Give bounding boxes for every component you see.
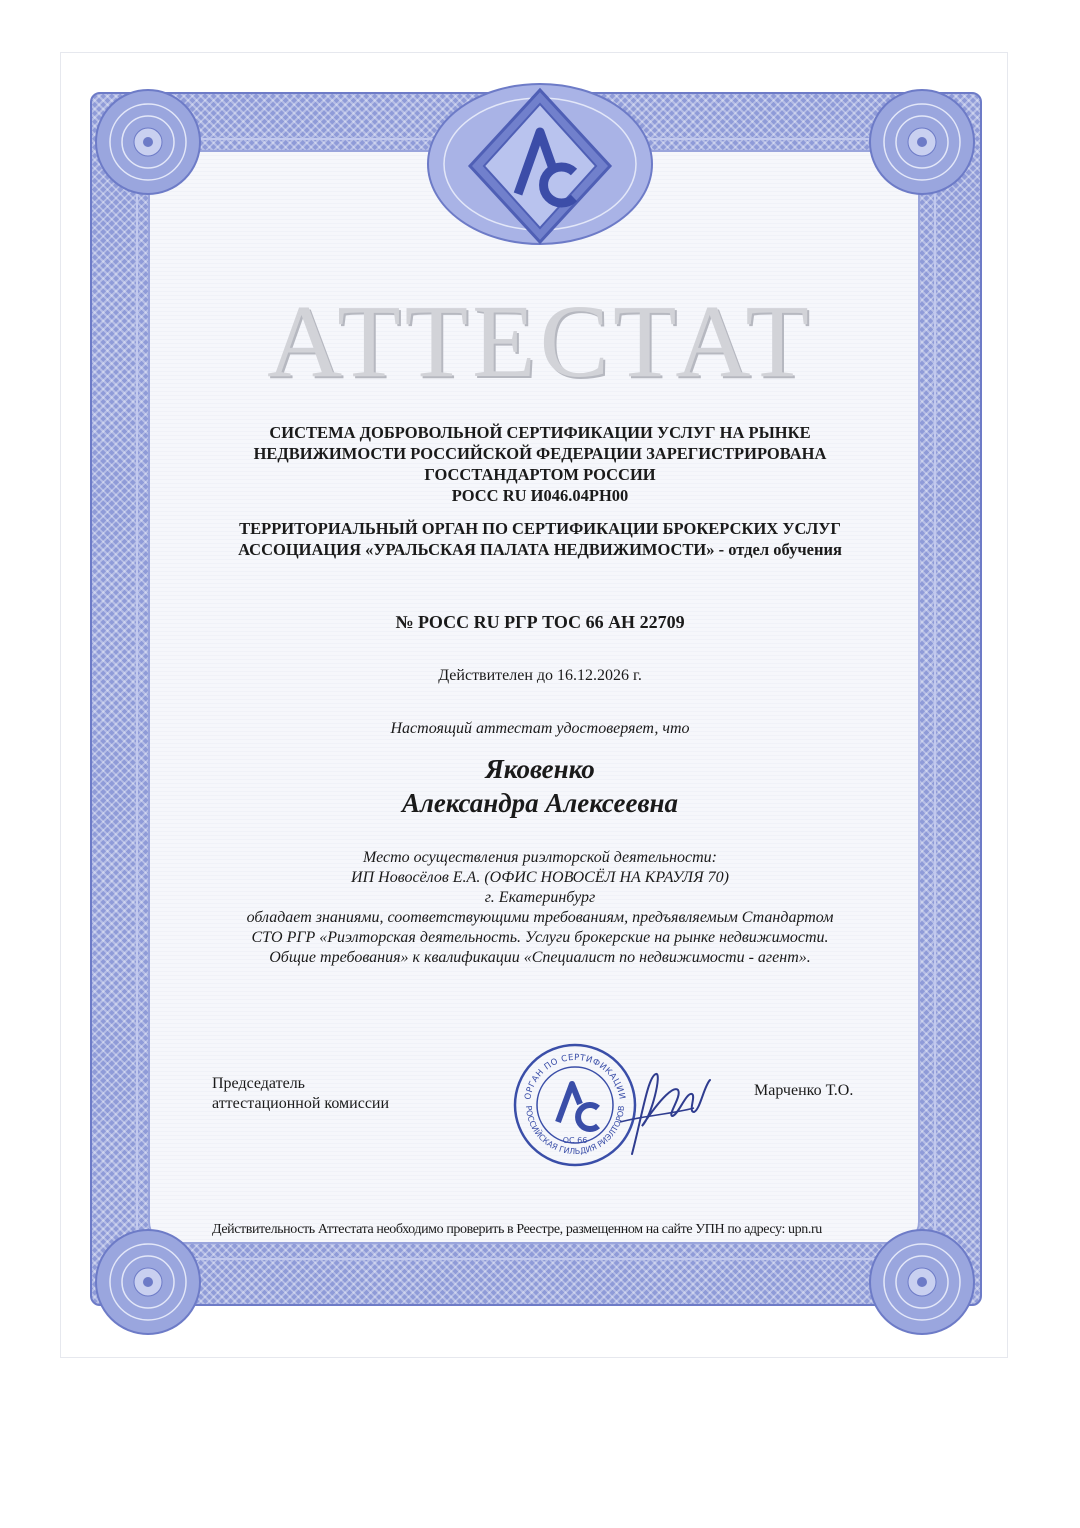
system-header	[0, 422, 1080, 506]
holder-surname: Яковенко	[485, 754, 595, 784]
body-line: г. Екатеринбург	[484, 889, 596, 906]
seal-top-text: ОРГАН ПО СЕРТИФИКАЦИИ	[523, 1052, 627, 1101]
corner-rosette-bottom-right	[866, 1226, 978, 1338]
authority-line: АССОЦИАЦИЯ «УРАЛЬСКАЯ ПАЛАТА НЕДВИЖИМОСТИ» - отдел обучения	[238, 540, 842, 559]
certifies-text: Настоящий аттестат удостоверяет, что	[390, 720, 690, 737]
corner-rosette-top-right	[866, 86, 978, 198]
authority-line: ТЕРРИТОРИАЛЬНЫЙ ОРГАН ПО СЕРТИФИКАЦИИ БРОКЕРСКИХ УСЛУГ	[239, 519, 841, 538]
signer-name: Марченко Т.О.	[754, 1082, 854, 1099]
corner-rosette-bottom-left	[92, 1226, 204, 1338]
svg-text:РОССИЙСКАЯ ГИЛЬДИЯ РИЭЛТОРОВ	[524, 1105, 626, 1156]
body-line: СТО РГР «Риэлторская деятельность. Услуги брокерские на рынке недвижимости.	[251, 929, 829, 946]
authority-header	[0, 518, 1080, 560]
chairman-line: аттестационной комиссии	[212, 1095, 390, 1112]
corner-rosette-top-left	[92, 86, 204, 198]
seal-bottom-text: РОССИЙСКАЯ ГИЛЬДИЯ РИЭЛТОРОВ	[523, 1105, 627, 1157]
certificate-number: № РОСС RU РГР ТОС 66 АН 22709	[395, 612, 685, 632]
ars-emblem-logo	[426, 80, 654, 254]
qualification-text	[0, 848, 1080, 968]
holder-name-block	[0, 752, 1080, 820]
body-line: Общие требования» к квалификации «Специалист по недвижимости - агент».	[269, 949, 811, 966]
body-line: обладает знаниями, соответствующими требованиям, предъявляемым Стандартом	[246, 909, 834, 926]
system-header-line: ГОССТАНДАРТОМ РОССИИ	[424, 465, 656, 484]
holder-given-names: Александра Алексеевна	[401, 788, 679, 818]
chairman-line: Председатель	[212, 1075, 305, 1092]
valid-until: Действителен до 16.12.2026 г.	[438, 667, 642, 684]
verification-note: Действительность Аттестата необходимо проверить в Реестре, размещенном на сайте УПН по адресу: upn.ru	[212, 1222, 822, 1237]
chairman-signature	[612, 1056, 722, 1166]
system-registration-number: РОСС RU И046.04РН00	[451, 486, 629, 505]
watermark-title: АТТЕСТАТ	[267, 284, 813, 399]
system-header-line: НЕДВИЖИМОСТИ РОССИЙСКОЙ ФЕДЕРАЦИИ ЗАРЕГИСТРИРОВАНА	[253, 444, 827, 463]
system-header-line: СИСТЕМА ДОБРОВОЛЬНОЙ СЕРТИФИКАЦИИ УСЛУГ НА РЫНКЕ	[269, 423, 811, 442]
body-line: Место осуществления риэлторской деятельности:	[363, 849, 717, 866]
body-line: ИП Новосёлов Е.А. (ОФИС НОВОСЁЛ НА КРАУЛЯ 70)	[351, 869, 729, 886]
seal-code: ОС 66	[562, 1136, 588, 1145]
chairman-title	[212, 1074, 389, 1114]
